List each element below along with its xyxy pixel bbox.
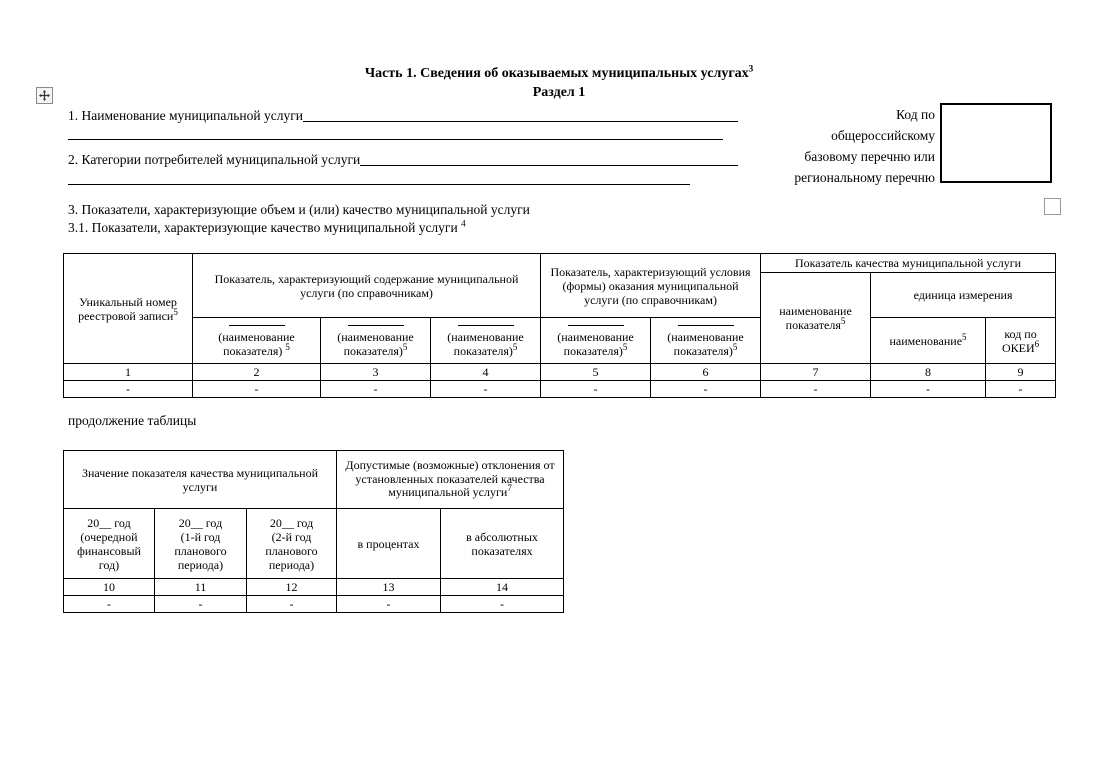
title-footnote: 3: [748, 63, 754, 74]
table2-column-numbers-row: 10 11 12 13 14: [64, 579, 564, 596]
col-deviation-percent: в процентах: [337, 509, 441, 579]
table-cell[interactable]: -: [761, 381, 871, 398]
table2-subheader-row: [64, 509, 564, 579]
field-row-consumer-categories: [68, 151, 738, 168]
col-unit-name: наименование$^5$: [871, 318, 986, 364]
section-title: Раздел 1: [532, 85, 586, 100]
service-name-fill-line-2[interactable]: [68, 139, 723, 140]
blank-name-rule[interactable]: [348, 325, 404, 326]
col-year-plan1: 20__ год (1-й год планового периода): [155, 509, 247, 579]
table1-group-header-row: [64, 254, 1056, 273]
indicators-volume-quality-label: 3. Показатели, характеризующие объем и (или) качество муниципальной услуги: [68, 202, 530, 217]
document-header: [63, 64, 1055, 102]
table-cell[interactable]: -: [541, 381, 651, 398]
table-cell[interactable]: -: [321, 381, 431, 398]
code-entry-box[interactable]: [940, 103, 1052, 183]
table-cell[interactable]: -: [64, 596, 155, 613]
col-condition-indicator-1: (наименование показателя)$^5$: [541, 318, 651, 364]
code-caption: Код по общероссийскому базовому перечню или региональному перечню: [794, 107, 935, 185]
item3-1-footnote: 4: [461, 218, 466, 229]
group-content-indicator: Показатель, характеризующий содержание муниципальной услуги (по справочникам): [193, 254, 541, 318]
blank-name-rule[interactable]: [678, 325, 734, 326]
page-title: Часть 1. Сведения об оказываемых муниципальных услугах$^3$: [364, 63, 754, 81]
table-cell[interactable]: -: [193, 381, 321, 398]
table1-column-numbers-row: 1 2 3 4 5 6 7 8 9: [64, 364, 1056, 381]
table2-group-header-row: [64, 451, 564, 509]
indicators-quality-label: 3.1. Показатели, характеризующие качество муниципальной услуги $^4$: [68, 218, 466, 235]
col-deviation-absolute: в абсолютных показателях: [441, 509, 564, 579]
field-row-service-name: [68, 107, 738, 124]
group-quality-indicator: Показатель качества муниципальной услуги: [761, 254, 1056, 273]
table-cell[interactable]: -: [651, 381, 761, 398]
table-move-handle-icon[interactable]: [36, 87, 53, 104]
quality-values-continuation-table: [63, 450, 564, 613]
col-content-indicator-1: (наименование показателя) $^5$: [193, 318, 321, 364]
table2-values-row: [64, 596, 564, 613]
service-name-label: 1. Наименование муниципальной услуги: [68, 108, 303, 123]
group-allowed-deviations: Допустимые (возможные) отклонения от установленных показателей качества муниципальной услуги$^7$: [337, 451, 564, 509]
service-name-fill-line[interactable]: [303, 121, 738, 122]
consumer-categories-fill-line-2[interactable]: [68, 184, 690, 185]
table-cell[interactable]: -: [431, 381, 541, 398]
table-cell[interactable]: -: [64, 381, 193, 398]
table-cell[interactable]: -: [155, 596, 247, 613]
col-condition-indicator-2: (наименование показателя)$^5$: [651, 318, 761, 364]
small-checkbox[interactable]: [1044, 198, 1061, 215]
table-cell[interactable]: -: [986, 381, 1056, 398]
col-content-indicator-2: (наименование показателя)$^5$: [321, 318, 431, 364]
table-cell[interactable]: -: [441, 596, 564, 613]
col-unique-registry-number: Уникальный номер реестровой записи$^5$: [64, 254, 193, 364]
table1-subheader-row-2: [64, 318, 1056, 364]
table-cell[interactable]: -: [337, 596, 441, 613]
group-unit-of-measure: единица измерения: [871, 273, 1056, 318]
table-cell[interactable]: -: [871, 381, 986, 398]
table-continuation-label: продолжение таблицы: [68, 413, 197, 428]
table-cell[interactable]: -: [247, 596, 337, 613]
col-year-current: 20__ год (очередной финансовый год): [64, 509, 155, 579]
col-indicator-name: наименование показателя$^5$: [761, 273, 871, 364]
blank-name-rule[interactable]: [229, 325, 285, 326]
blank-name-rule[interactable]: [568, 325, 624, 326]
col-unit-code-okei: код по ОКЕИ$^6$: [986, 318, 1056, 364]
quality-indicators-table: [63, 253, 1056, 398]
col-content-indicator-3: (наименование показателя)$^5$: [431, 318, 541, 364]
col-year-plan2: 20__ год (2-й год планового периода): [247, 509, 337, 579]
blank-name-rule[interactable]: [458, 325, 514, 326]
group-conditions-indicator: Показатель, характеризующий условия (формы) оказания муниципальной услуги (по справочникам): [541, 254, 761, 318]
four-way-arrow-icon: [39, 90, 50, 101]
group-quality-values: Значение показателя качества муниципальной услуги: [64, 451, 337, 509]
table1-values-row: [64, 381, 1056, 398]
consumer-categories-fill-line[interactable]: [360, 165, 738, 166]
consumer-categories-label: 2. Категории потребителей муниципальной услуги: [68, 152, 361, 167]
